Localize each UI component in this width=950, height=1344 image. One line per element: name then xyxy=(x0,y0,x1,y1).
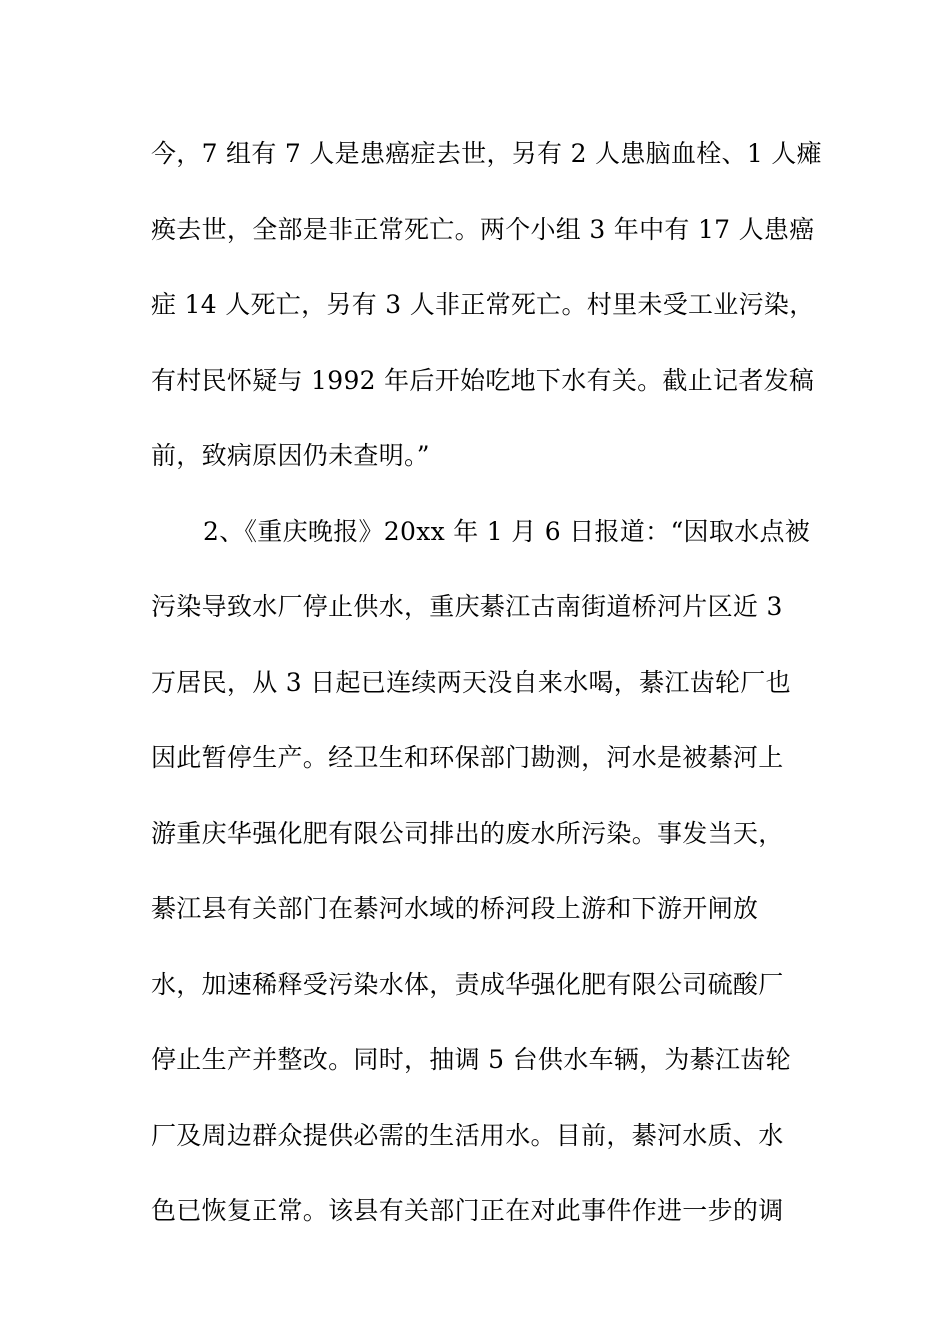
paragraph-start-line: 2、《重庆晚报》20xx 年 1 月 6 日报道：“因取水点被 xyxy=(203,516,811,546)
body-text xyxy=(151,128,822,1261)
text-line: 因此暂停生产。经卫生和环保部门勘测，河水是被綦河上 xyxy=(151,743,784,772)
text-line: 停止生产并整改。同时，抽调 5 台供水车辆，为綦江齿轮 xyxy=(151,1045,791,1074)
text-line: 游重庆华强化肥有限公司排出的废水所污染。事发当天， xyxy=(151,818,784,848)
text-line: 有村民怀疑与 1992 年后开始吃地下水有关。截止记者发稿 xyxy=(151,365,815,395)
text-line: 症 14 人死亡，另有 3 人非正常死亡。村里未受工业污染， xyxy=(151,290,815,319)
text-line: 綦江县有关部门在綦河水域的桥河段上游和下游开闸放 xyxy=(151,894,759,923)
text-line: 前，致病原因仍未查明。” xyxy=(151,441,430,470)
text-line: 色已恢复正常。该县有关部门正在对此事件作进一步的调 xyxy=(151,1196,784,1225)
text-line: 污染导致水厂停止供水，重庆綦江古南街道桥河片区近 3 xyxy=(151,592,783,621)
text-line: 厂及周边群众提供必需的生活用水。目前，綦河水质、水 xyxy=(151,1120,784,1150)
text-line: 水，加速稀释受污染水体，责成华强化肥有限公司硫酸厂 xyxy=(151,969,784,999)
text-line: 万居民，从 3 日起已连续两天没自来水喝，綦江齿轮厂也 xyxy=(151,667,791,697)
text-line: 痪去世，全部是非正常死亡。两个小组 3 年中有 17 人患癌 xyxy=(151,214,815,244)
text-line: 今，7 组有 7 人是患癌症去世，另有 2 人患脑血栓、1 人瘫 xyxy=(151,139,822,168)
